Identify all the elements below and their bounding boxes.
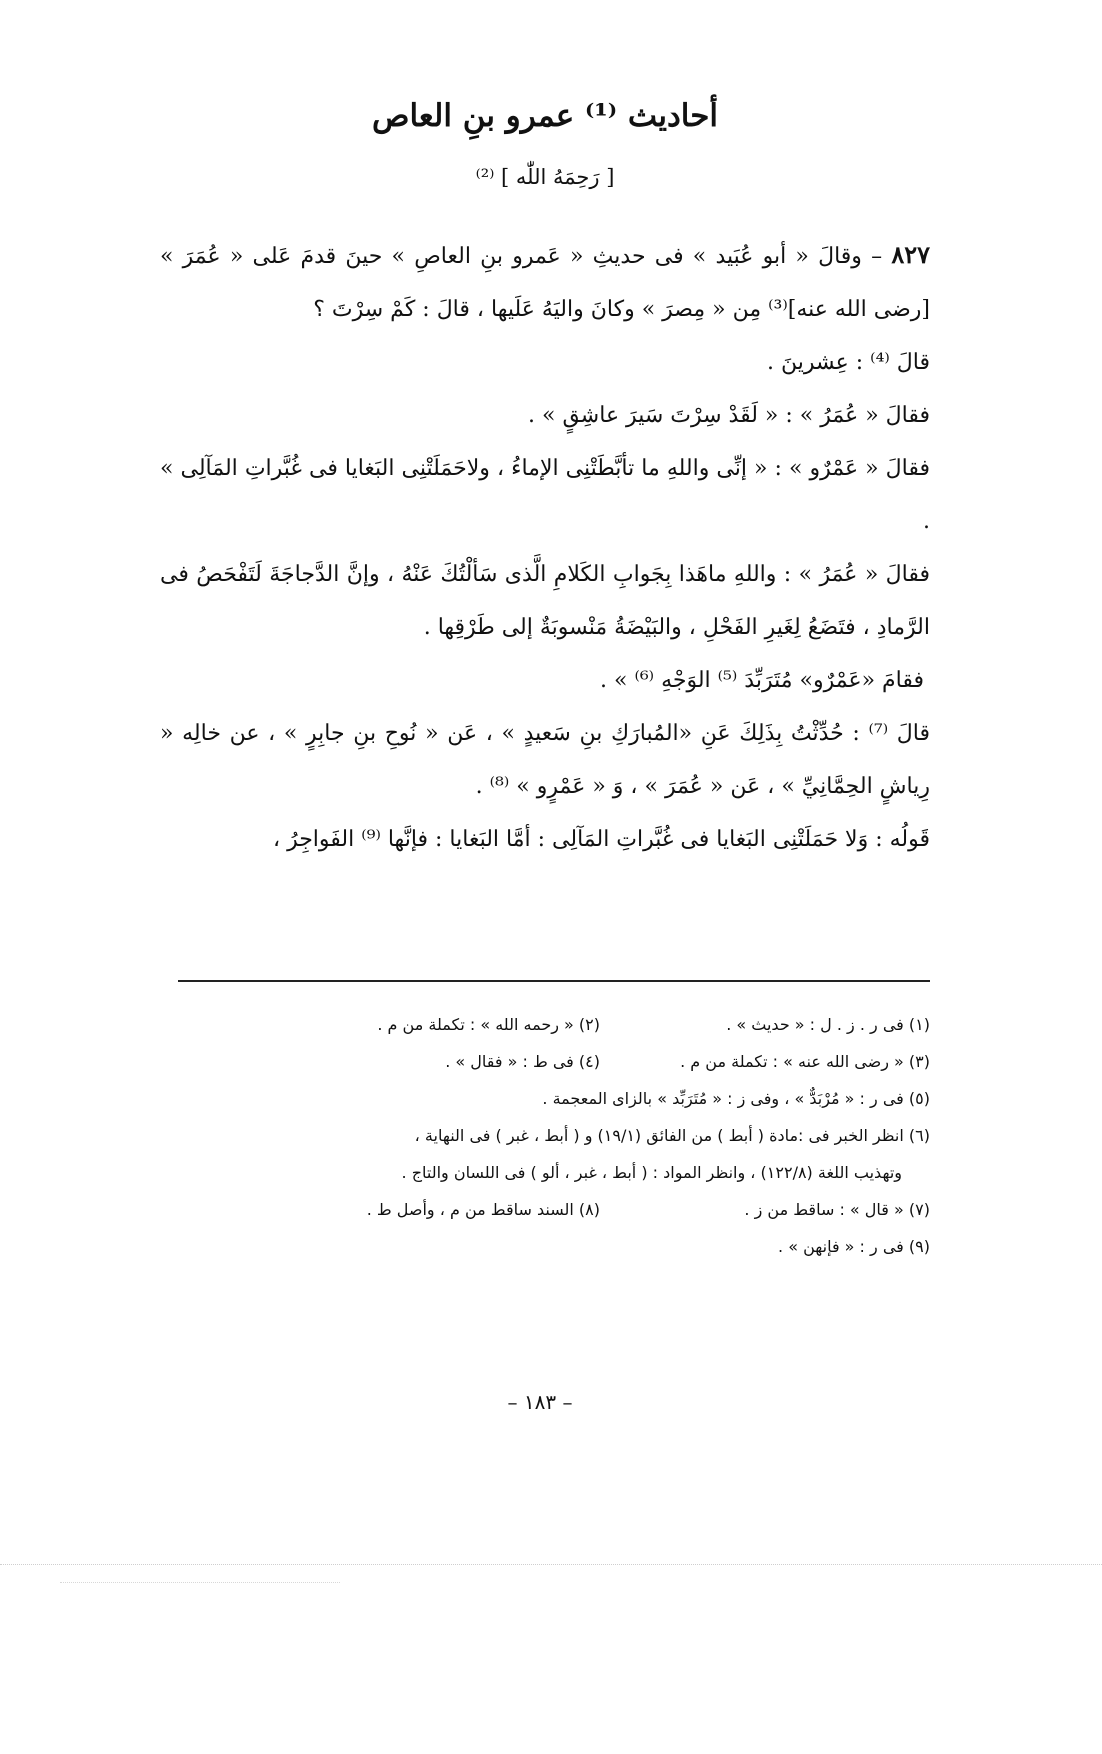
paragraph-hadith: [160, 228, 930, 336]
footnotes: [178, 1006, 930, 1265]
page-number: – ١٨٣ –: [507, 1390, 573, 1414]
footnote: (٥) فى ر : « مُرْبَدٌّ » ، وفى ز : « مُتَرَبِّد » بالزاى المعجمة .: [542, 1089, 930, 1108]
page-subtitle: [ رَحِمَهُ اللّٰه ] ⁽²⁾: [475, 165, 615, 189]
hadith-number: ٨٢٧: [891, 240, 930, 269]
page-title: أحاديث ⁽¹⁾ عمرو بنِ العاص: [372, 98, 718, 134]
footnote: (٣) « رضى الله عنه » : تكملة من م .: [680, 1052, 930, 1071]
paragraph: قالَ ⁽⁷⁾ : حُدِّثْتُ بِذَلِكَ عَنِ «المُبارَكِ بنِ سَعيدٍ » ، عَن « نُوحِ بنِ جابِرٍ » ، عن خالِه « رِياشٍ الحِمَّانِيِّ » ، عَن « عُمَرَ » ، وَ « عَمْرٍو » ⁽⁸⁾ .: [160, 721, 930, 799]
footnote-separator: [178, 980, 930, 982]
paragraph: قالَ ⁽⁴⁾ : عِشرينَ .: [767, 350, 930, 375]
footnote: (٧) « قال » : ساقط من ز .: [744, 1200, 930, 1219]
paragraph: فقالَ « عُمَرُ » : « لَقَدْ سِرْتَ سَيرَ عاشِقٍ » .: [528, 403, 930, 428]
footnote: (٢) « رحمه الله » : تكملة من م .: [377, 1015, 600, 1034]
footnote: (٤) فى ط : « فقال » .: [445, 1052, 600, 1071]
footnote: (٩) فى ر : « فإنهن » .: [778, 1237, 930, 1256]
paragraph: فقامَ «عَمْرٌو» مُتَرَبِّدَ ⁽⁵⁾ الوَجْهِ ⁽⁶⁾ » .: [600, 668, 924, 693]
footnote-continuation: وتهذيب اللغة (١٢٢/٨) ، وانظر المواد : ( أبط ، غبر ، ألو ) فى اللسان والتاج .: [401, 1163, 902, 1182]
scan-artifact-line: [60, 1582, 340, 1583]
scan-artifact-line: [0, 1564, 1102, 1565]
footnote-row: [178, 1006, 930, 1043]
footnote: (١) فى ر . ز . ل : « حديث » .: [726, 1015, 930, 1034]
footnote-row: [178, 1043, 930, 1080]
footnote: (٨) السند ساقط من م ، وأصل ط .: [366, 1200, 600, 1219]
paragraph: فقالَ « عُمَرُ » : واللهِ ماهَذا بِجَوابِ الكَلامِ الَّذى سَألْتُكَ عَنْهُ ، وإنَّ الدَّجاجَةَ لَتَفْحَصُ فى الرَّمادِ ، فتَضَعُ لِغَيرِ الفَحْلِ ، والبَيْضَةُ مَنْسوبَةٌ إلى طَرْقِها .: [160, 562, 930, 640]
footnote: (٦) انظر الخبر فى :مادة ( أبط ) من الفائق (١٩/١) و ( أبط ، غبر ) فى النهاية ،: [414, 1126, 930, 1145]
paragraph: فقالَ « عَمْرٌو » : « إنِّى واللهِ ما تأبَّطَتْنِى الإماءُ ، ولاحَمَلَتْنِى البَغايا فى غُبَّراتِ المَآلِى » .: [160, 456, 930, 534]
paragraph: قَولُه : وَلا حَمَلَتْنِى البَغايا فى غُبَّراتِ المَآلِى : أمَّا البَغايا : فإنَّها ⁽⁹⁾ الفَواجِرُ ،: [272, 827, 930, 852]
main-text: [160, 228, 930, 866]
footnote-row: [178, 1191, 930, 1228]
paragraph-text: – وقالَ « أبو عُبَيد » فى حديثِ « عَمرو بنِ العاصِ » حينَ قدمَ عَلى « عُمَرَ » [رضى الله عنه]⁽³⁾ مِن « مِصرَ » وكانَ واليَهُ عَلَيها ، قالَ : كَمْ سِرْتَ ؟: [160, 244, 930, 322]
